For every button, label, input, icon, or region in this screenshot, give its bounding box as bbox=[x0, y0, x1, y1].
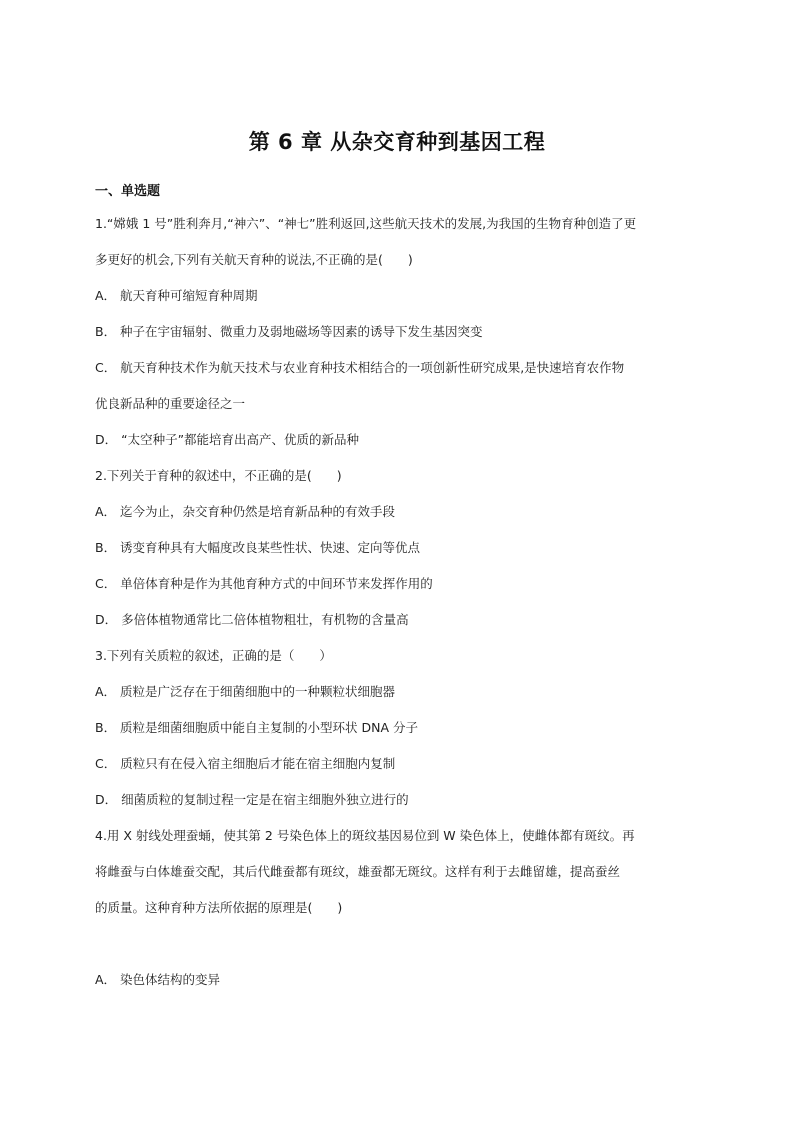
question-4-stem-line-3: 的质量。这种育种方法所依据的原理是( ) bbox=[95, 900, 343, 915]
page-title: 第 6 章 从杂交育种到基因工程 bbox=[248, 130, 546, 154]
question-1-option-c-line-1: C． 航天育种技术作为航天技术与农业育种技术相结合的一项创新性研究成果,是快速培育农作物 bbox=[95, 360, 625, 375]
question-2-option-b: B． 诱变育种具有大幅度改良某些性状、快速、定向等优点 bbox=[95, 540, 421, 555]
question-3-option-b: B． 质粒是细菌细胞质中能自主复制的小型环状 DNA 分子 bbox=[95, 720, 419, 735]
question-3-option-c: C． 质粒只有在侵入宿主细胞后才能在宿主细胞内复制 bbox=[95, 756, 396, 771]
question-4-option-a: A． 染色体结构的变异 bbox=[95, 972, 221, 987]
question-3-option-d: D． 细菌质粒的复制过程一定是在宿主细胞外独立进行的 bbox=[95, 792, 409, 807]
question-3-stem: 3.下列有关质粒的叙述，正确的是（ ） bbox=[95, 648, 332, 663]
section-heading: 一、单选题 bbox=[95, 184, 161, 199]
question-1-option-b: B． 种子在宇宙辐射、微重力及弱地磁场等因素的诱导下发生基因突变 bbox=[95, 324, 483, 339]
question-1-stem-line-1: 1.“嫦娥 1 号”胜利奔月,“神六”、“神七”胜利返回,这些航天技术的发展,为我国的生物育种创造了更 bbox=[95, 216, 637, 231]
question-2-stem: 2.下列关于育种的叙述中，不正确的是( ) bbox=[95, 468, 342, 483]
question-1-stem-line-2: 多更好的机会,下列有关航天育种的说法,不正确的是( ) bbox=[95, 252, 413, 267]
question-4-stem-line-1: 4.用 X 射线处理蚕蛹，使其第 2 号染色体上的斑纹基因易位到 W 染色体上，使雌体都有斑纹。再 bbox=[95, 828, 635, 843]
question-2-option-d: D． 多倍体植物通常比二倍体植物粗壮，有机物的含量高 bbox=[95, 612, 409, 627]
question-2-option-c: C． 单倍体育种是作为其他育种方式的中间环节来发挥作用的 bbox=[95, 576, 433, 591]
question-1-option-a: A． 航天育种可缩短育种周期 bbox=[95, 288, 258, 303]
question-3-option-a: A． 质粒是广泛存在于细菌细胞中的一种颗粒状细胞器 bbox=[95, 684, 396, 699]
question-1-option-c-line-2: 优良新品种的重要途径之一 bbox=[95, 396, 246, 411]
question-4-stem-line-2: 将雌蚕与白体雄蚕交配，其后代雌蚕都有斑纹，雄蚕都无斑纹。这样有利于去雌留雄，提高蚕丝 bbox=[95, 864, 621, 879]
question-1-option-d: D． “太空种子”都能培育出高产、优质的新品种 bbox=[95, 432, 360, 447]
question-2-option-a: A． 迄今为止，杂交育种仍然是培育新品种的有效手段 bbox=[95, 504, 396, 519]
